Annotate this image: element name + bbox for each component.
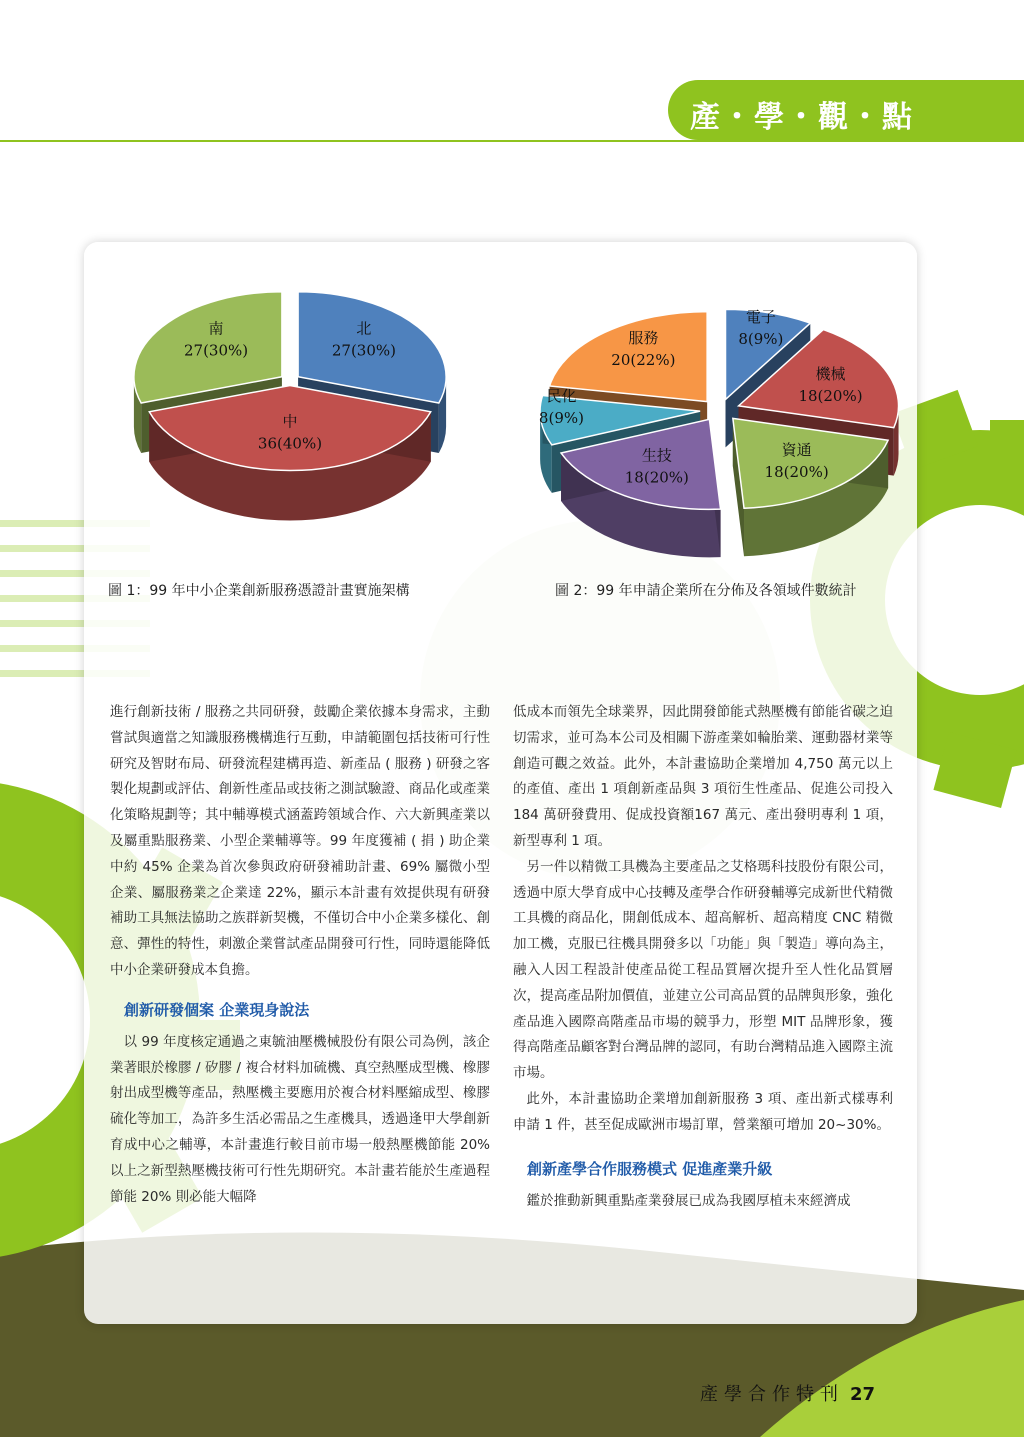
figure1-pie-chart <box>130 285 460 555</box>
paragraph: 以 99 年度核定通過之東毓油壓機械股份有限公司為例，該企業著眼於橡膠 / 矽膠 / 複合材料加硫機、真空熱壓成型機、橡膠射出成型機等產品，熱壓機主要應用於複合材料壓縮成型、橡膠硫化等加工，為許多生活必需品之生產機具，透過逢甲大學創新育成中心之輔導，本計畫進行較目前市場一般熱壓機節能 20% 以上之新型熱壓機技術可行性先期研究。本計畫若能於生產過程節能 20% 則必能大幅降 <box>110 1033 490 1205</box>
pie-slice-name: 資通 <box>781 441 812 460</box>
pie-slice-value-label: 27(30%) <box>183 341 249 360</box>
pie-slice-name: 民化 <box>546 386 577 405</box>
pie-slice-name: 南 <box>208 319 224 338</box>
paragraph: 此外，本計畫協助企業增加創新服務 3 項、產出新式樣專利申請 1 件，甚至促成歐洲市場訂單，營業額可增加 20~30%。 <box>513 1090 893 1133</box>
right-column <box>513 700 893 1214</box>
pie-slice-value-label: 18(20%) <box>764 463 829 482</box>
pie-slice-name: 服務 <box>628 328 659 347</box>
publication-name: 產學合作特刊 <box>700 1384 844 1405</box>
section-heading: 創新研發個案 企業現身說法 <box>124 1000 310 1019</box>
section-heading: 創新產學合作服務模式 促進產業升級 <box>527 1159 773 1178</box>
paragraph: 低成本而領先全球業界，因此開發節能式熱壓機有節能省碳之迫切需求，並可為本公司及相關下游產業如輪胎業、運動器材業等創造可觀之效益。此外，本計畫協助企業增加 4,750 萬元以上的產值、產出 1 項創新產品與 3 項衍生性產品、促進公司投入 184 萬研發費用、促成投資額167 萬元、產出發明專利 1 項，新型專利 1 項。 <box>513 704 893 849</box>
paragraph: 鑑於推動新興重點產業發展已成為我國厚植未來經濟成 <box>526 1192 851 1209</box>
pie-slice-name: 生技 <box>641 446 672 465</box>
pie-slice-value-label: 18(20%) <box>798 386 863 405</box>
page-number: 27 <box>850 1384 876 1405</box>
pie-slice-value-label: 27(30%) <box>331 341 397 360</box>
header-rule <box>0 140 1024 142</box>
figure2-caption: 圖 2：99 年申請企業所在分佈及各領域件數統計 <box>555 583 857 599</box>
pie-slice-name: 電子 <box>745 307 776 326</box>
paragraph: 另一件以精微工具機為主要產品之艾格瑪科技股份有限公司，透過中原大學育成中心技轉及產學合作研發輔導完成新世代精微工具機的商品化，開創低成本、超高解析、超高精度 CNC 精微加工機，克服已往機具開發多以「功能」與「製造」導向為主，融入人因工程設計使產品從工程品質層次提升至人性化品質層次，提高產品附加價值，並建立公司高品質的品牌與形象，強化產品進入國際高階產品市場的競爭力，形塑 MIT 品牌形象，獲得高階產品顧客對台灣品牌的認同，有助台灣精品進入國際主流市場。 <box>513 858 893 1082</box>
pie-slice-name: 北 <box>356 319 372 338</box>
figure1-caption: 圖 1：99 年中小企業創新服務憑證計畫實施架構 <box>108 583 410 599</box>
pie-slice-name: 機械 <box>815 364 846 383</box>
pie-slice-value-label: 8(9%) <box>738 329 784 348</box>
pie-slice-value-label: 18(20%) <box>624 468 689 487</box>
pie-slice-value-label: 8(9%) <box>538 408 584 427</box>
pie-slice-value-label: 36(40%) <box>257 434 323 453</box>
footer <box>700 1380 875 1406</box>
section-title: 產・學・觀・點 <box>690 100 914 135</box>
pie-slice-value-label: 20(22%) <box>611 350 676 369</box>
pie-slice-name: 中 <box>282 412 298 431</box>
left-column <box>110 700 490 1210</box>
figure2-pie-chart <box>530 300 910 560</box>
paragraph: 進行創新技術 / 服務之共同研發，鼓勵企業依據本身需求，主動嘗試與適當之知識服務機構進行互動，申請範圍包括技術可行性研究及智財布局、研發流程建構再造、新產品 ( 服務 ) 研發之客製化規劃或評估、創新性產品或技術之測試驗證、商品化或產業化策略規劃等；其中輔導模式涵蓋跨領域合作、六大新興產業以及屬重點服務業、小型企業輔導等。99 年度獲補 ( 捐 ) 助企業中約 45% 企業為首次參與政府研發補助計畫、69% 屬微小型企業、屬服務業之企業達 22%，顯示本計畫有效提供現有研發補助工具無法協助之族群新契機，不僅切合中小企業多樣化、創意、彈性的特性，刺激企業嘗試產品開發可行性，同時還能降低中小企業研發成本負擔。 <box>110 704 490 978</box>
